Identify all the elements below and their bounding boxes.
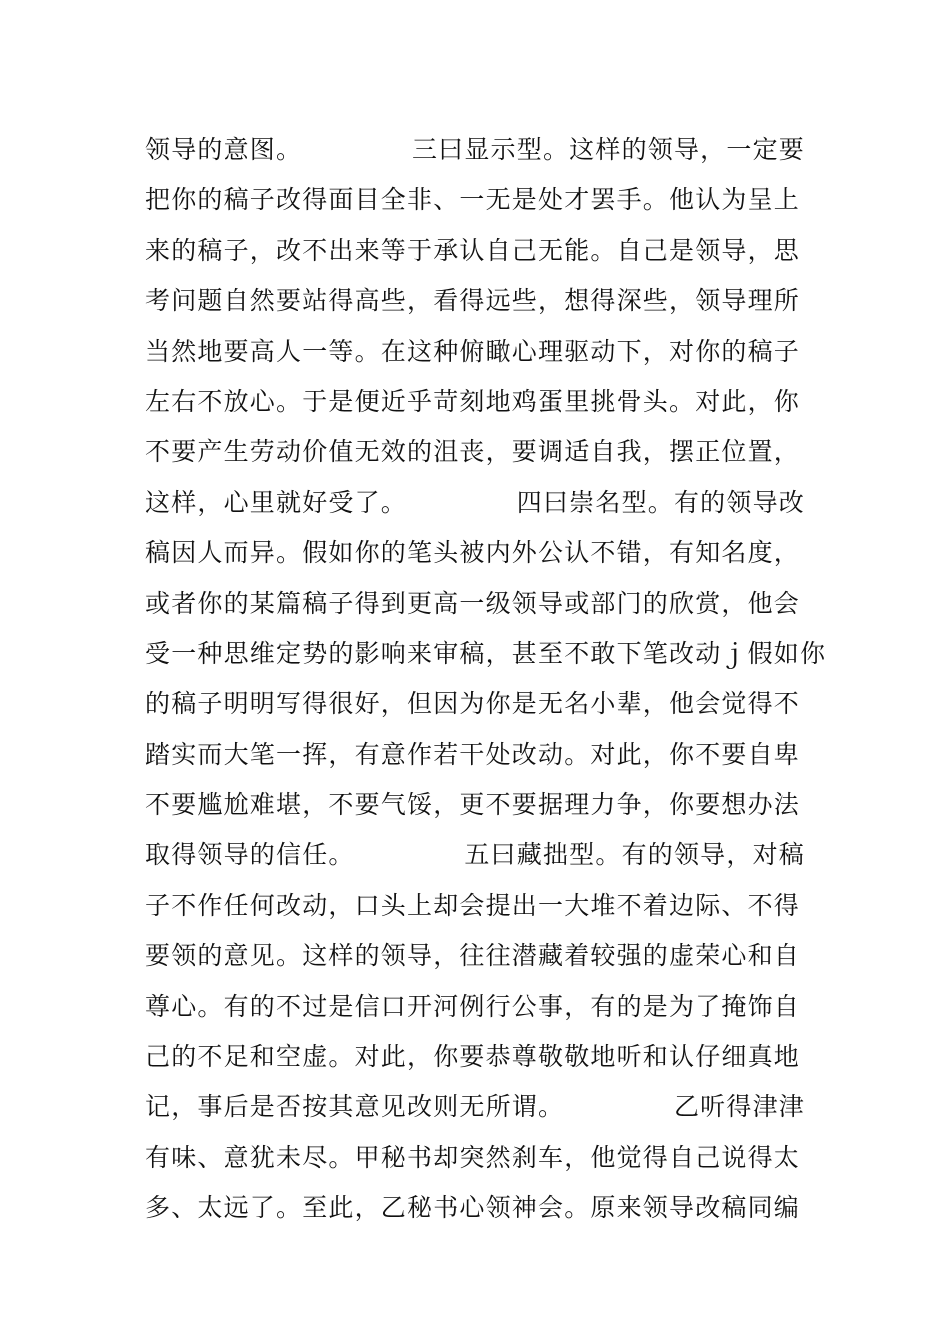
text-line: 要领的意见。这样的领导，往往潜藏着较强的虚荣心和自 [145, 941, 801, 971]
text-line: 不要尴尬难堪，不要气馁，更不要据理力争，你要想办法 [145, 790, 801, 820]
text-line: 有味、意犹未尽。甲秘书却突然刹车，他觉得自己说得太 [145, 1142, 801, 1172]
text-line: 受一种思维定势的影响来审稿，甚至不敢下笔改动ｊ假如你 [145, 638, 827, 668]
text-line: 己的不足和空虚。对此，你要恭尊敬敬地听和认仔细真地 [145, 1042, 801, 1072]
text-line: 考问题自然要站得高些，看得远些，想得深些，领导理所 [145, 286, 801, 316]
text-line: 踏实而大笔一挥，有意作若干处改动。对此，你不要自卑 [145, 739, 801, 769]
text-line: 当然地要高人一等。在这种俯瞰心理驱动下，对你的稿子 [145, 336, 801, 366]
text-line: 稿因人而异。假如你的笔头被内外公认不错，有知名度， [145, 538, 801, 568]
text-line: 或者你的某篇稿子得到更高一级领导或部门的欣赏，他会 [145, 588, 801, 618]
text-line: 多、太远了。至此，乙秘书心领神会。原来领导改稿同编 [145, 1193, 801, 1223]
text-line: 这样，心里就好受了。 四曰崇名型。有的领导改 [145, 487, 805, 517]
text-line: 子不作任何改动，口头上却会提出一大堆不着边际、不得 [145, 890, 801, 920]
body-text [145, 125, 827, 1234]
text-line: 取得领导的信任。 五曰藏拙型。有的领导，对稿 [145, 840, 805, 870]
text-line: 把你的稿子改得面目全非、一无是处才罢手。他认为呈上 [145, 185, 801, 215]
text-line: 记，事后是否按其意见改则无所谓。 乙听得津津 [145, 1092, 805, 1122]
text-line: 左右不放心。于是便近乎苛刻地鸡蛋里挑骨头。对此，你 [145, 386, 801, 416]
text-line: 的稿子明明写得很好，但因为你是无名小辈，他会觉得不 [145, 689, 801, 719]
text-line: 尊心。有的不过是信口开河例行公事，有的是为了掩饰自 [145, 991, 801, 1021]
text-line: 不要产生劳动价值无效的沮丧，要调适自我，摆正位置， [145, 437, 801, 467]
text-line: 领导的意图。 三曰显示型。这样的领导，一定要 [145, 135, 805, 164]
text-line: 来的稿子，改不出来等于承认自己无能。自己是领导，思 [145, 235, 801, 265]
